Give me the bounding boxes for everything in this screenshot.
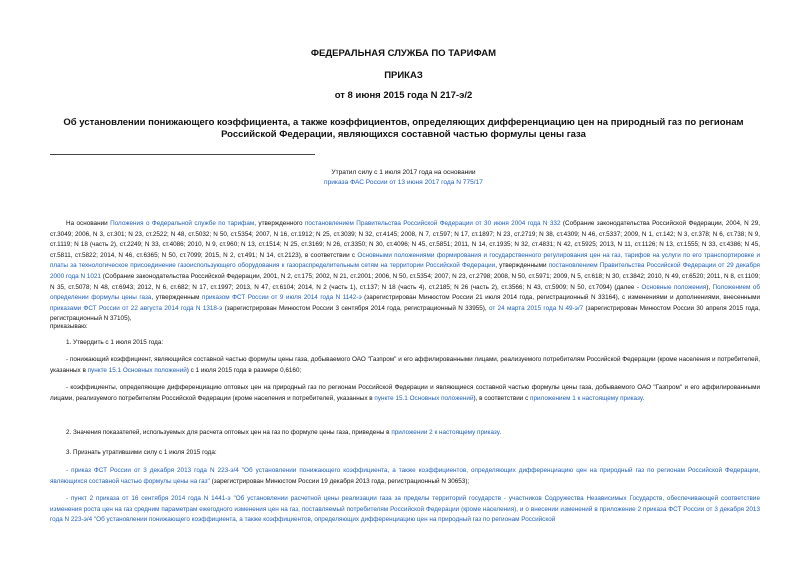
link-item-15-1[interactable]: пункте 15.1 Основных положений xyxy=(87,366,187,374)
item-1b-text-2: ), в соответствии с xyxy=(473,394,531,402)
separator-rule xyxy=(50,154,315,155)
item-1: 1. Утвердить с 1 июля 2015 года: xyxy=(66,339,164,346)
preamble-text-3: (Собрание законодательства Российской Федерации, 2004, N 29, ст.3049; 2006, N 3, ст.301; N 23, ст.2522; N 48, ст.5032; N 50, ст.5354; 2007, N 16, ст.1912; N 25, ст.3039; N 32, ст.4145; 2008, N 7, ст.597; N 17, ст.1897; N 23, ст.2719; N 38, ст.4309; N 46, ст.5337; 2009, N 1, ст.142; N 3, ст.378; N 6, ст.738; N 9, ст.1119; N 18 (часть 2), ст.2249; N 33, ст.4086; 2010, N 9, ст.960; N 13, ст.1514; N 25, ст.3169; N 26, ст.3350; N 30, ст.4096; N 45, ст.5851; 2011, N 14, ст.1935; N 32, ст.4831; N 42, ст.5925; 2013, N 11, ст.1126; N 13, ст.1555; N 33, ст.4386; N 45, ст.5811, ст.5822; 2014, N 46, ст.6365; N 50, ст.7099; 2015, N 2, ст.491; N 14, ст.2123), в соответствии с xyxy=(50,220,760,259)
lost-force-link[interactable]: приказа ФАС России от 13 июня 2017 года N 775/17 xyxy=(324,179,483,186)
document-title: Об установлении понижающего коэффициента, а также коэффициентов, определяющих дифференциацию цен на природный газ по регионам Российской Федерации, являющихся составной частью формулы цены газа xyxy=(63,117,744,140)
preamble-text-10: (зарегистрирован Минюстом России 30 апреля 2015 года, регистрационный N 37105), xyxy=(50,304,761,323)
link-order-1142[interactable]: приказом ФСТ России от 9 июля 2014 года N 1142-э xyxy=(202,294,362,302)
link-orders-1318[interactable]: приказами ФСТ России от 22 августа 2014 года N 1318-э xyxy=(50,304,223,312)
link-item-15-1-b[interactable]: пункте 15.1 Основных положений xyxy=(374,394,474,402)
item-1a xyxy=(50,355,760,376)
item-1a-text-1: - понижающий коэффициент, являющийся составной частью формулы цены газа, добываемого ОАО "Газпром" и его аффилированными лицами, реализуемого потребителям Российской Федерации (кроме населения и потребителей, указанных в xyxy=(50,356,760,374)
item-3b xyxy=(50,494,760,526)
preamble-text-5: (Собрание законодательства Российской Федерации, 2001, N 2, ст.175; 2002, N 21, ст.2001; 2006, N 50, ст.5354; 2007, N 23, ст.2798; 2008, N 50, ст.5971; 2009, N 5, ст.618; N 30, ст.3842; 2010, N 49, ст.6520; 2011, N 8, ст.1109; N 35, ст.5078; N 48, ст.6943; 2012, N 6, ст.682; N 17, ст.1997; 2013, N 47, ст.6104; 2014, N 2 (часть 1), ст.137; N 18 (часть 4), ст.2185; N 26 (часть 2), ст.3566; N 43, ст.5909; N 50, ст.7094) (далее - xyxy=(50,272,760,291)
item-1b-text-3: . xyxy=(642,394,645,402)
link-decree-1021[interactable]: постановлением Правительства Российской Федерации от 29 декабря 2000 года N 1021 xyxy=(50,262,760,280)
item-3a-text-1: (зарегистрирован Минюстом России 19 декабря 2013 года, регистрационный N 30653); xyxy=(209,477,470,485)
link-gas-price-formula-regulation[interactable]: Положением об определении формулы цены газа xyxy=(50,283,761,302)
link-fst-regulation[interactable]: Положения о Федеральной службе по тарифам xyxy=(110,220,255,227)
link-appendix-2[interactable]: приложении 2 к настоящему приказу xyxy=(391,429,500,436)
preamble-text-8: (зарегистрирован Минюстом России 21 июля 2014 года, регистрационный N 33164), с изменениями и дополнениями, внесенными xyxy=(361,294,760,302)
preamble-text-7: , утвержденным xyxy=(151,294,203,302)
link-main-provisions[interactable]: Основные положения xyxy=(641,283,707,291)
item-1b-text-1: - коэффициенты, определяющие дифференциацию оптовых цен на природный газ по регионам Российской Федерации и являющиеся составной частью формулы цены газа, добываемого ОАО "Газпром" и его аффилированными лицами, реализуемого потребителям Российской Федерации (кроме населения и потребителей, указанных в xyxy=(50,384,760,402)
link-order-223[interactable]: - приказ ФСТ России от 3 декабря 2013 года N 223-э/4 "Об установлении понижающего коэффициента, а также коэффициентов, определяющих дифференциацию цен на природный газ по регионам Российской Федерации, являющихся составной частью формулы цены на газ" xyxy=(50,467,760,485)
preamble-text-2: , утвержденного xyxy=(254,220,305,227)
lost-force-note xyxy=(0,168,807,188)
preamble-paragraph xyxy=(50,219,760,325)
document-type: ПРИКАЗ xyxy=(384,70,423,81)
organization-name: ФЕДЕРАЛЬНАЯ СЛУЖБА ПО ТАРИФАМ xyxy=(310,48,497,59)
link-main-provisions-full[interactable]: Основными положениями формирования и государственного регулирования цен на газ, тарифов на услуги по его транспортировке и платы за технологическое присоединение газоиспользующего оборудования к газораспределительным сетям на территории Российской Федерации xyxy=(50,251,760,270)
link-appendix-1[interactable]: приложением 1 к настоящему приказу xyxy=(530,394,643,402)
preamble-text-1: На основании xyxy=(66,220,111,227)
item-2-text-2: . xyxy=(499,429,502,436)
document-date: от 8 июня 2015 года N 217-э/2 xyxy=(334,90,473,101)
item-2-text-1: 2. Значения показателей, используемых для расчета оптовых цен на газ по формуле цены газа, приведены в xyxy=(66,429,392,436)
item-2 xyxy=(50,428,760,439)
link-order-1441[interactable]: - пункт 2 приказа от 16 сентября 2014 года N 1441-э "Об установлении расчетной цены реализации газа за пределы территорий государств - участников Содружества Независимых Государств, обеспечивающей соответствие изменения роста цен на газ средним параметрам ежегодного изменения цен на газ, поставляемый потребителям Российской Федерации (кроме населения), и о внесении изменений в приложение 2 приказа ФСТ России от 3 декабря 2013 года N 223-э/4 "Об установлении понижающего коэффициента, а также коэффициентов, определяющих дифференциацию цен на природный газ по регионам Российской xyxy=(50,495,760,524)
item-3a xyxy=(50,466,760,487)
item-3: 3. Признать утратившими силу с 1 июля 2015 года: xyxy=(66,449,217,456)
preamble-text-4: , утвержденными xyxy=(495,262,549,270)
preamble-text-6: ), xyxy=(706,283,713,291)
link-decree-332[interactable]: постановлением Правительства Российской Федерации от 30 июня 2004 года N 332 xyxy=(304,220,561,227)
item-1a-text-2: ) с 1 июля 2015 года в размере 0,6160; xyxy=(186,366,302,374)
orders-line: приказываю: xyxy=(50,323,88,330)
link-order-49[interactable]: от 24 марта 2015 года N 49-э/7 xyxy=(489,304,584,312)
preamble-text-9: (зарегистрирован Минюстом России 3 сентября 2014 года, регистрационный N 33955), xyxy=(222,304,490,312)
item-1b xyxy=(50,383,760,404)
lost-force-text: Утратил силу с 1 июля 2017 года на основании xyxy=(331,169,476,176)
